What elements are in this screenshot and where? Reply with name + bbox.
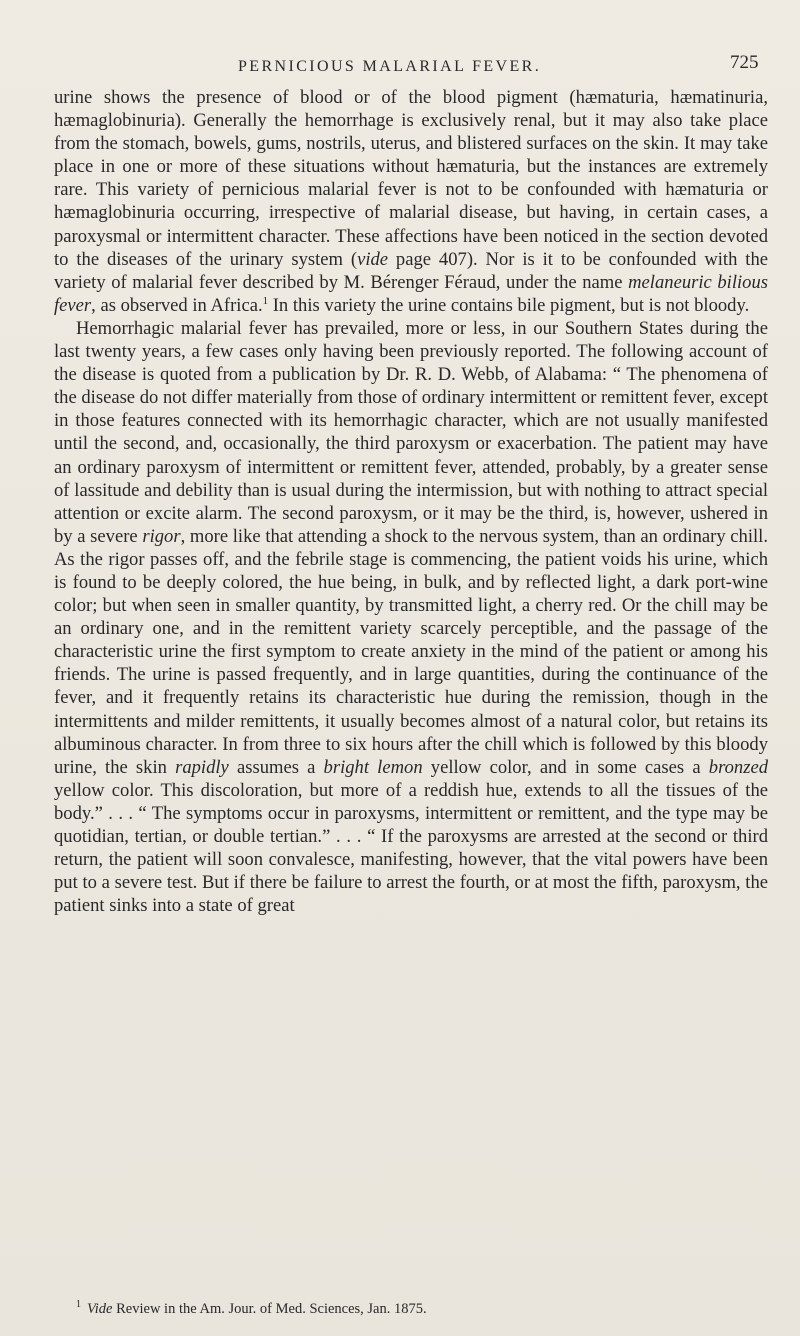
text-run: , as observed in Africa. xyxy=(91,294,263,316)
text-run: yellow color, and in some cases a xyxy=(422,756,709,778)
footnote-reference: 1 xyxy=(262,294,269,307)
page-number: 725 xyxy=(730,52,759,73)
footnote xyxy=(54,1296,768,1318)
footnote-mark: 1 xyxy=(76,1299,81,1310)
text-run: assumes a xyxy=(228,756,324,778)
italic-text: Vide xyxy=(87,1300,113,1317)
text-run: Hemorrhagic malarial fever has prevailed, more or less, in our Southern States during the last twenty years, a few cases only having been previously reported. The following account of the disease is quoted from a publication by Dr. R. D. Webb, of Alabama: “ The phenomena of the disease do not differ materially from those of ordinary intermittent or remittent fever, except in those features connected with its hemorrhagic character, which are not usually manifested until the second, and, occasionally, the third paroxysm or exacerbation. The patient may have an ordinary paroxysm of intermittent or remittent fever, attended, probably, by a greater sense of lassitude and debility than is usual during the intermission, but with nothing to attract special attention or excite alarm. The second paroxysm, or it may be the third, is, however, ushered in by a severe xyxy=(54,317,769,547)
running-title: PERNICIOUS MALARIAL FEVER. xyxy=(238,58,542,75)
footnote-text xyxy=(87,1301,427,1317)
text-run: page 407). Nor is it to be confounded with the variety of malarial fever described by M. Bérenger Féraud, under the name xyxy=(54,248,768,293)
running-head xyxy=(0,52,800,82)
italic-text: melaneuric bilious fever xyxy=(54,271,768,316)
italic-text: bright lemon xyxy=(323,756,423,778)
italic-text: rigor xyxy=(142,525,181,547)
body-text xyxy=(54,86,768,917)
italic-text: bronzed xyxy=(708,756,768,778)
paragraph xyxy=(54,86,768,317)
text-run: Review in the Am. Jour. of Med. Sciences, Jan. 1875. xyxy=(112,1300,427,1317)
italic-text: vide xyxy=(357,248,389,270)
text-run: , more like that attending a shock to the nervous system, than an ordinary chill. As the rigor passes off, and the febrile stage is commencing, the patient voids his urine, which is found to be deeply colored, the hue being, in bulk, and by reflected light, a dark port-wine color; but when seen in smaller quantity, by transmitted light, a cherry red. Or the chill may be an ordinary one, and in the remittent variety scarcely perceptible, and the passage of the characteristic urine the first symptom to create anxiety in the mind of the patient or among his friends. The urine is passed frequently, and in large quantities, during the continuance of the fever, and it frequently retains its characteristic hue during the remission, though in the intermittents and milder remittents, it usually becomes almost of a natural color, but retains its albuminous character. In from three to six hours after the chill which is followed by this bloody urine, the skin xyxy=(54,525,768,778)
text-run: In this variety the urine contains bile pigment, but is not bloody. xyxy=(268,294,750,316)
text-run: urine shows the presence of blood or of the blood pigment (hæmaturia, hæmatinuria, hæmaglobinuria). Generally the hemorrhage is exclusively renal, but it may also take place from the stomach, bowels, gums, nostrils, uterus, and blistered surfaces on the skin. It may take place in one or more of these situations without hæmaturia, but the instances are extremely rare. This variety of pernicious malarial fever is not to be confounded with hæmaturia or hæmaglobinuria occurring, irrespective of malarial disease, but having, in certain cases, a paroxysmal or intermittent character. These affections have been noticed in the section devoted to the diseases of the urinary system ( xyxy=(54,87,768,270)
paragraph xyxy=(54,317,768,917)
text-run: yellow color. This discoloration, but more of a reddish hue, extends to all the tissues of the body.” . . . “ The symptoms occur in paroxysms, intermittent or remittent, and the type may be quotidian, tertian, or double tertian.” . . . “ If the paroxysms are arrested at the second or third return, the patient will soon convalesce, manifesting, however, that the vital powers have been put to a severe test. But if there be failure to arrest the fourth, or at most the fifth, paroxysm, the patient sinks into a state of great xyxy=(54,779,768,917)
italic-text: rapidly xyxy=(175,756,229,778)
